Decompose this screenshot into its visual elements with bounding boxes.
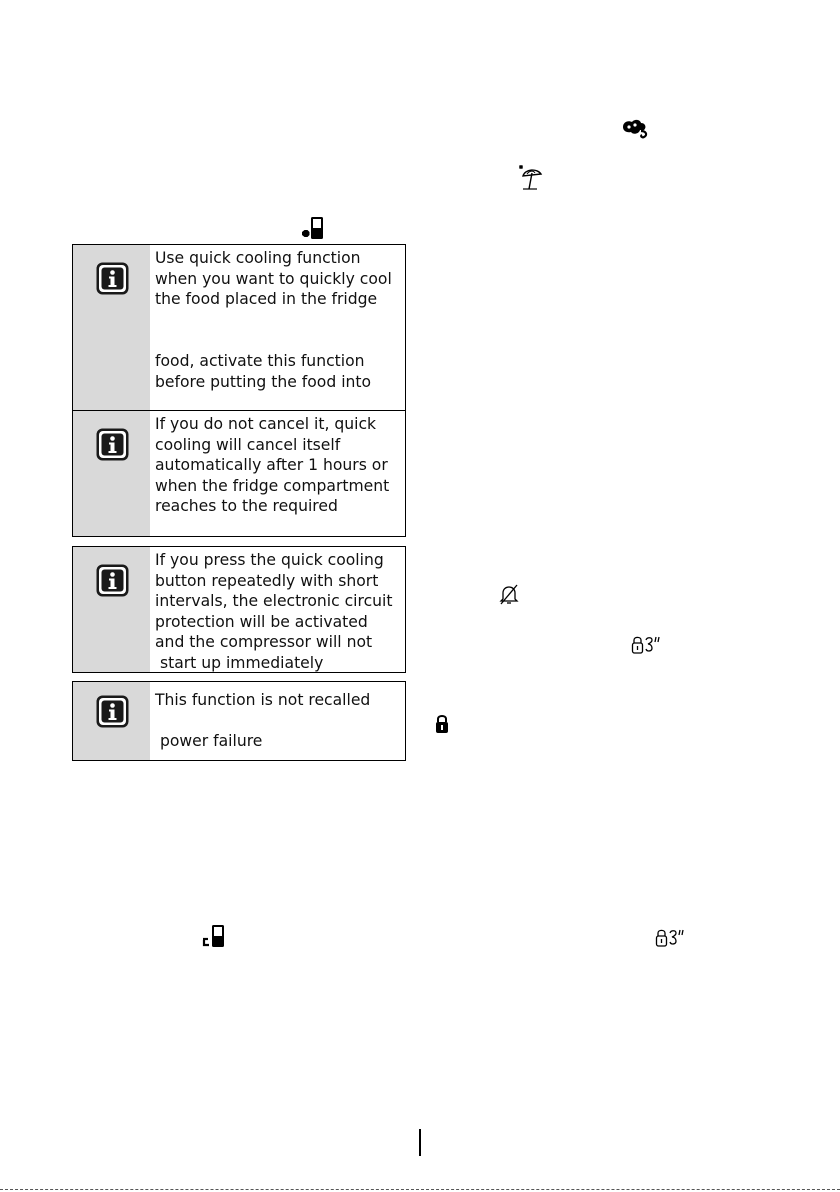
note-line: power failure bbox=[155, 732, 263, 751]
padlock-icon bbox=[434, 714, 450, 734]
note-line: when you want to quickly cool bbox=[155, 269, 392, 288]
key-lock-3s-icon bbox=[630, 634, 664, 656]
info-note-auto-cancel bbox=[72, 410, 406, 537]
note-line: If you do not cancel it, quick bbox=[155, 415, 377, 433]
note-line: when the fridge compartment bbox=[155, 476, 390, 495]
note-line bbox=[155, 711, 401, 732]
note-line: button repeatedly with short bbox=[155, 571, 379, 590]
page-bottom-dashed-line bbox=[0, 1189, 840, 1190]
info-note-circuit-protection bbox=[72, 546, 406, 673]
page-divider-bar bbox=[419, 1129, 421, 1156]
note-line: Use quick cooling function bbox=[155, 249, 361, 267]
alarm-off-icon bbox=[497, 582, 521, 606]
note-text bbox=[155, 248, 401, 392]
note-line: reaches to the required bbox=[155, 497, 338, 516]
note-line: protection will be activated bbox=[155, 612, 368, 631]
note-line: food, activate this function bbox=[155, 351, 365, 370]
note-text bbox=[155, 690, 401, 752]
note-line: intervals, the electronic circuit bbox=[155, 592, 393, 611]
note-line bbox=[155, 310, 401, 331]
info-icon bbox=[96, 262, 129, 295]
note-line: and the compressor will not bbox=[155, 633, 373, 652]
key-lock-3s-icon bbox=[654, 927, 688, 949]
note-text bbox=[155, 414, 401, 517]
vacation-umbrella-icon bbox=[515, 164, 545, 192]
eco-fuzzy-icon bbox=[620, 117, 650, 141]
note-line: This function is not recalled bbox=[155, 691, 371, 709]
note-line: before putting the food into bbox=[155, 372, 372, 391]
note-line bbox=[155, 330, 401, 351]
note-line: start up immediately bbox=[155, 653, 324, 672]
note-text bbox=[155, 550, 401, 674]
quick-cooling-icon bbox=[297, 214, 327, 244]
info-icon bbox=[96, 564, 129, 597]
note-line: cooling will cancel itself bbox=[155, 435, 341, 454]
note-line: the food placed in the fridge bbox=[155, 290, 378, 309]
info-note-power-failure bbox=[72, 681, 406, 761]
quick-cooling-c-icon bbox=[199, 922, 229, 952]
info-icon bbox=[96, 695, 129, 728]
info-icon bbox=[96, 428, 129, 461]
note-line: If you press the quick cooling bbox=[155, 551, 384, 569]
note-line: automatically after 1 hours or bbox=[155, 456, 388, 475]
info-note-quick-cooling-usage bbox=[72, 244, 406, 411]
